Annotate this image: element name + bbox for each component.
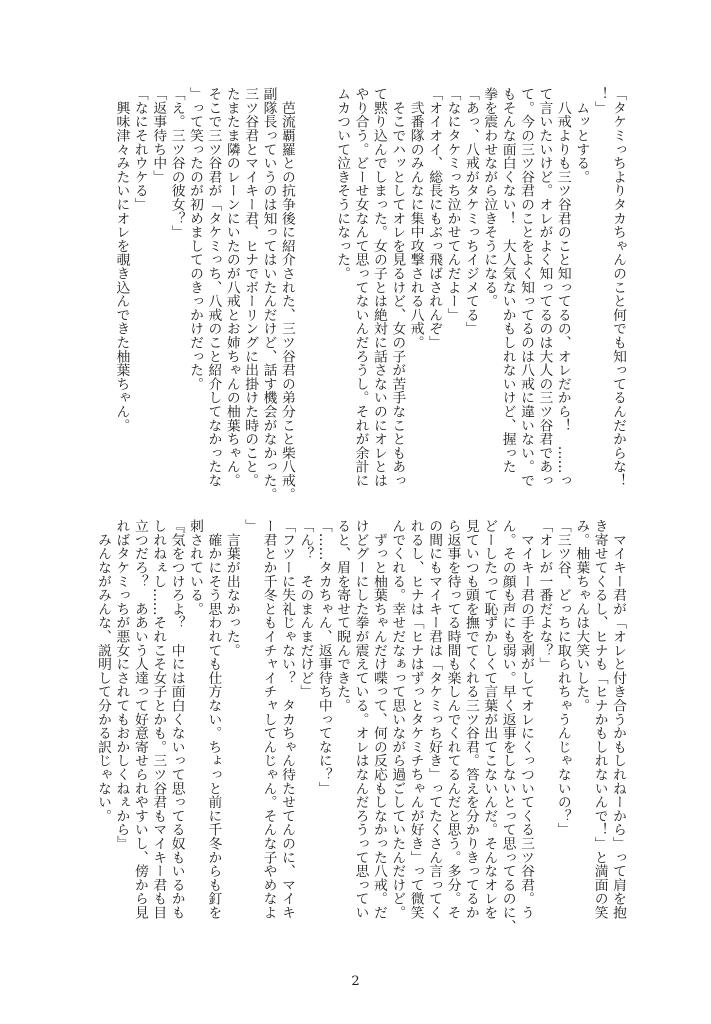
text-line: て言いたいけど。オレがよく知ってるのは大人の三ツ谷君であっ [536, 87, 553, 488]
text-line: 「あっ、八戒がタケミっちイジメてる」 [462, 87, 479, 336]
text-line: ずっと柚葉ちゃんだけ喋って、何の反応もしなかった八戒。だ [370, 519, 387, 920]
text-line: ！」 [591, 87, 608, 115]
text-line: 立つだろ？ ああいう人達って好意寄せられやすいし、傍から見 [131, 519, 148, 920]
text-line: たまたま隣のレーンにいたのが八戒とお姉ちゃんの柚葉ちゃん。 [223, 87, 240, 488]
text-line: やり合う。どーせ女なんて思ってないんだろうし。それが余計に [352, 87, 369, 488]
text-line: 拳を震わせながら泣きそうになる。 [481, 87, 498, 308]
text-line: ればタケミっちが悪女にされてもおかしくねぇから』 [113, 519, 130, 851]
text-line: ー君とか千冬ともイチャイチャしてんじゃん。そんな子やめなよ [260, 519, 277, 920]
text-line: 「フツーに失礼じゃない？ タカちゃん待たせてんのに、マイキ [278, 519, 295, 920]
text-line: の間にもマイキー君は「タケミっち好き」ってたくさん言ってく [426, 519, 443, 920]
text-line: 「三ツ谷、どっちに取られちゃうんじゃないの？」 [554, 519, 571, 837]
text-line: て。今の三ツ谷君のことをよく知ってるのは八戒に違いない。で [518, 87, 535, 488]
text-line: ら返事を待ってる時間も楽しんでくれてるんだと思う。多分。そ [444, 519, 461, 920]
text-line: 確かにそう思われても仕方ない。ちょっと前に千冬からも釘を [205, 519, 222, 920]
text-line: みんながみんな、説明して分かる訳じゃない。 [95, 519, 112, 823]
text-line: どーしたって恥ずかしくて言葉が出てこないんだ。そんなオレを [481, 519, 498, 920]
text-line: 「タケミっちよりタカちゃんのこと何でも知ってるんだからな！ [610, 87, 626, 488]
text-line: 芭流覇羅との抗争後に紹介された、三ツ谷君の弟分こと柴八戒。 [278, 87, 295, 501]
text-line: 刺されている。 [187, 519, 204, 616]
text-section [333, 87, 627, 507]
text-line: ん。その顔も声にも弱い。早く返事をしないとって思ってるのに、 [499, 519, 516, 933]
text-line: んでくれる。幸せだなぁって思いながら過ごしていたんだけど。 [389, 519, 406, 920]
text-line: もそんな面白くない！ 大人気ないかもしれないけど、握った [499, 87, 516, 474]
text-line: そこで三ツ谷君が「タケミっち、八戒のこと紹介してなかったな [205, 87, 222, 488]
text-line: 「なにそれウケる」 [131, 87, 148, 212]
text-line: み。柚葉ちゃんは大笑いした。 [573, 519, 590, 713]
text-line: 八戒よりも三ツ谷君のこと知ってるの、オレだから！ ……っ [554, 87, 571, 488]
text-line: き寄せてくるし、ヒナも「ヒナかもしれないんで！」と満面の笑 [591, 519, 608, 920]
text-line: 『気をつけろよ？ 中には面白くないって思ってる奴もいるかも [168, 519, 185, 920]
text-line: ると、眉を寄せて睨んできた。 [334, 519, 351, 713]
text-section [112, 87, 296, 507]
upper-text-block [112, 87, 627, 507]
text-line: 」って笑ったのが初めましてのきっかけだった。 [187, 87, 203, 391]
text-line: しれねぇし……それこそ女子とかも。三ツ谷君もマイキー君も目 [150, 519, 167, 920]
text-line: 「なにタケミっち泣かせてんだよー」 [444, 87, 461, 322]
text-line: 「返事待ち中」 [150, 87, 167, 184]
text-line: 興味津々みたいにオレを覗き込んできた柚葉ちゃん。 [113, 87, 130, 432]
text-line: 見ていつも頭を撫でてくれる三ツ谷君。答えを分かりきってるか [462, 519, 479, 920]
text-line: 」 [242, 519, 259, 533]
text-line: マイキー君の手を剥がしてオレにくっついてくる三ツ谷君。う [518, 519, 535, 920]
text-line: 「オイオイ、総長にもぶっ飛ばされんぞ」 [426, 87, 443, 350]
text-line: 三ツ谷君とマイキー君、ヒナでボーリングに出掛けた時のこと。 [242, 87, 259, 488]
lower-text-block [94, 519, 627, 939]
text-line: 言葉が出なかった。 [223, 519, 240, 657]
text-line: マイキー君が「オレと付き合うかもしれねーから」って肩を抱 [610, 519, 626, 920]
text-line: ムカついて泣きそうになった。 [334, 87, 351, 281]
text-line: そこでハッとしてオレを見るけど、女の子が苦手なこともあっ [389, 87, 406, 488]
text-line: 「え。三ツ谷の彼女？」 [168, 87, 185, 239]
page-number: 2 [351, 974, 360, 989]
text-line: 「……タカちゃん、返事待ち中ってなに？」 [315, 519, 332, 795]
text-line: 「オレが一番だよな？」 [536, 519, 553, 671]
text-section [94, 519, 627, 939]
text-line: 「ん？ そのまんまだけど」 [297, 519, 314, 699]
text-line: ムッとする。 [573, 87, 590, 184]
text-line: 弐番隊のみんなに集中攻撃される八戒。 [407, 87, 424, 350]
text-line: れるし、ヒナは「ヒナはずっとタケミチちゃんが好き」って微笑 [407, 519, 424, 920]
text-line: けどグーにした拳が震えている。オレはなんだろうって思ってい [352, 519, 369, 920]
text-line: 副隊長っていうのは知ってはいたんだけど、話す機会がなかった。 [260, 87, 277, 501]
text-line: て黙り込んでしまった。女の子とは絶対に話さないのにオレとは [370, 87, 387, 488]
